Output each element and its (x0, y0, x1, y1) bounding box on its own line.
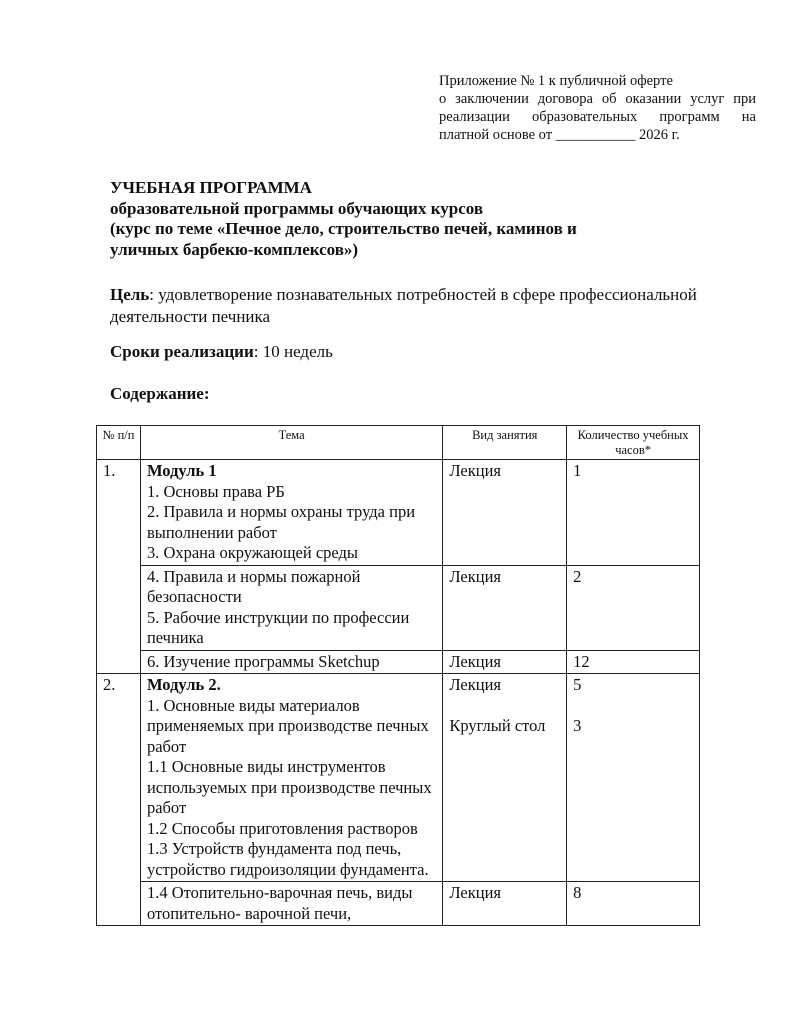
row-hours (567, 674, 700, 882)
header-topic: Тема (140, 426, 442, 460)
topic-item: 1.4 Отопительно-варочная печь, виды отопительно- варочной печи, (146, 883, 413, 923)
header-type: Вид занятия (443, 426, 567, 460)
row-type: Лекция (443, 460, 567, 566)
title-line: УЧЕБНАЯ ПРОГРАММА (110, 178, 312, 197)
curriculum-table (96, 425, 700, 926)
topic-item: 1.3 Устройств фундамента под печь, устройство гидроизоляции фундамента. (146, 839, 429, 879)
annex-line: Приложение № 1 к публичной оферте (439, 73, 673, 89)
hours-item: 5 (573, 675, 582, 694)
content-heading: Содержание: (110, 384, 210, 403)
title-line: образовательной программы обучающих курсов (110, 198, 484, 218)
topic-item: 4. Правила и нормы пожарной безопасности (146, 566, 361, 606)
row-hours: 1 (567, 460, 700, 566)
row-type (443, 674, 567, 882)
row-number: 2. (97, 674, 141, 926)
terms-paragraph (110, 342, 333, 362)
table-row (97, 565, 700, 650)
table-row (97, 882, 700, 926)
row-hours: 12 (567, 650, 700, 674)
row-topic (140, 565, 442, 650)
row-hours: 8 (567, 882, 700, 926)
topic-item: 2. Правила и нормы охраны труда при выполнении работ (146, 502, 416, 542)
topic-item: 1.1 Основные виды инструментов используемых при производстве печных работ (146, 757, 432, 817)
goal-paragraph (110, 284, 750, 328)
topic-item: 1. Основные виды материалов применяемых при производстве печных работ (146, 695, 429, 756)
annex-line: реализации образовательных программ на (439, 109, 756, 125)
row-topic (140, 674, 442, 882)
row-hours: 2 (567, 565, 700, 650)
title-line: (курс по теме «Печное дело, строительство печей, каминов и (110, 219, 577, 238)
terms-label: Сроки реализации (110, 342, 254, 361)
type-item: Лекция (449, 675, 502, 694)
header-hours: Количество учебных часов* (567, 426, 700, 460)
type-item: Круглый стол (449, 715, 546, 735)
annex-reference (439, 72, 756, 144)
row-topic (140, 460, 442, 566)
table-header-row (97, 426, 700, 460)
row-topic (140, 882, 442, 926)
table-row (97, 650, 700, 674)
topic-item: 1. Основы права РБ (146, 481, 285, 501)
topic-item: 3. Охрана окружающей среды (146, 543, 358, 562)
topic-item: 5. Рабочие инструкции по профессии печника (146, 607, 410, 647)
row-number: 1. (97, 460, 141, 674)
table-row (97, 674, 700, 882)
topic-item: 6. Изучение программы Sketchup (146, 651, 380, 671)
row-topic (140, 650, 442, 674)
row-type: Лекция (443, 882, 567, 926)
terms-text: : 10 недель (253, 342, 333, 361)
module-title: Модуль 2. (146, 675, 221, 694)
document-title (110, 178, 710, 260)
hours-item: 3 (573, 715, 582, 735)
row-type: Лекция (443, 650, 567, 674)
topic-item: 1.2 Способы приготовления растворов (146, 818, 418, 838)
header-num: № п/п (97, 426, 141, 460)
module-title: Модуль 1 (146, 461, 217, 480)
annex-line: о заключении договора об оказании услуг при (439, 91, 756, 107)
goal-text: : удовлетворение познавательных потребностей в сфере профессиональной деятельности печника (110, 285, 697, 326)
goal-label: Цель (110, 285, 150, 304)
row-type: Лекция (443, 565, 567, 650)
title-line: уличных барбекю-комплексов») (110, 239, 359, 259)
annex-line: платной основе от ___________ 2026 г. (439, 127, 680, 143)
table-row (97, 460, 700, 566)
